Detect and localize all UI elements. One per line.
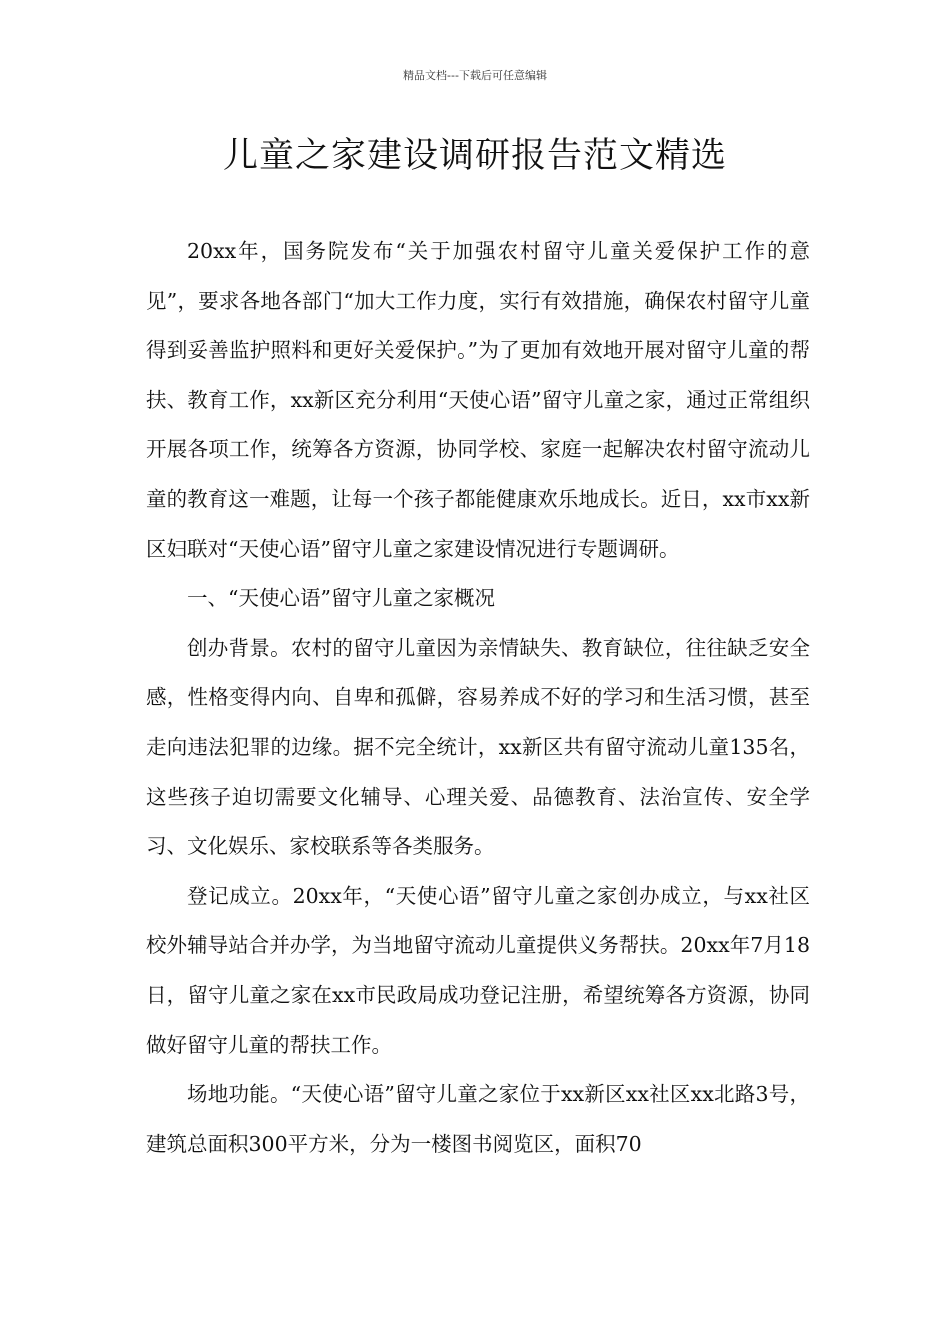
section-heading: 一、“天使心语”留守儿童之家概况 xyxy=(187,586,495,611)
document-body xyxy=(146,227,810,1169)
document-title: 儿童之家建设调研报告范文精选 xyxy=(222,136,727,176)
paragraph: 创办背景。农村的留守儿童因为亲情缺失、教育缺位，往往缺乏安全感，性格变得内向、自卑和孤僻，容易养成不好的学习和生活习惯，甚至走向违法犯罪的边缘。据不完全统计，xx新区共有留守流动儿童135名，这些孩子迫切需要文化辅导、心理关爱、品德教育、法治宣传、安全学习、文化娱乐、家校联系等各类服务。 xyxy=(146,635,810,859)
paragraph: 20xx年，国务院发布“关于加强农村留守儿童关爱保护工作的意见”，要求各地各部门“加大工作力度，实行有效措施，确保农村留守儿童得到妥善监护照料和更好关爱保护。”为了更加有效地开展对留守儿童的帮扶、教育工作，xx新区充分利用“天使心语”留守儿童之家，通过正常组织开展各项工作，统筹各方资源，协同学校、家庭一起解决农村留守流动儿童的教育这一难题，让每一个孩子都能健康欢乐地成长。近日，xx市xx新区妇联对“天使心语”留守儿童之家建设情况进行专题调研。 xyxy=(146,239,810,561)
header-note: 精品文档---下载后可任意编辑 xyxy=(403,69,547,82)
paragraph: 场地功能。“天使心语”留守儿童之家位于xx新区xx社区xx北路3号，建筑总面积300平方米，分为一楼图书阅览区，面积70 xyxy=(146,1082,810,1156)
paragraph: 登记成立。20xx年，“天使心语”留守儿童之家创办成立，与xx社区校外辅导站合并办学，为当地留守流动儿童提供义务帮扶。20xx年7月18日，留守儿童之家在xx市民政局成功登记注册，希望统筹各方资源，协同做好留守儿童的帮扶工作。 xyxy=(146,883,810,1057)
